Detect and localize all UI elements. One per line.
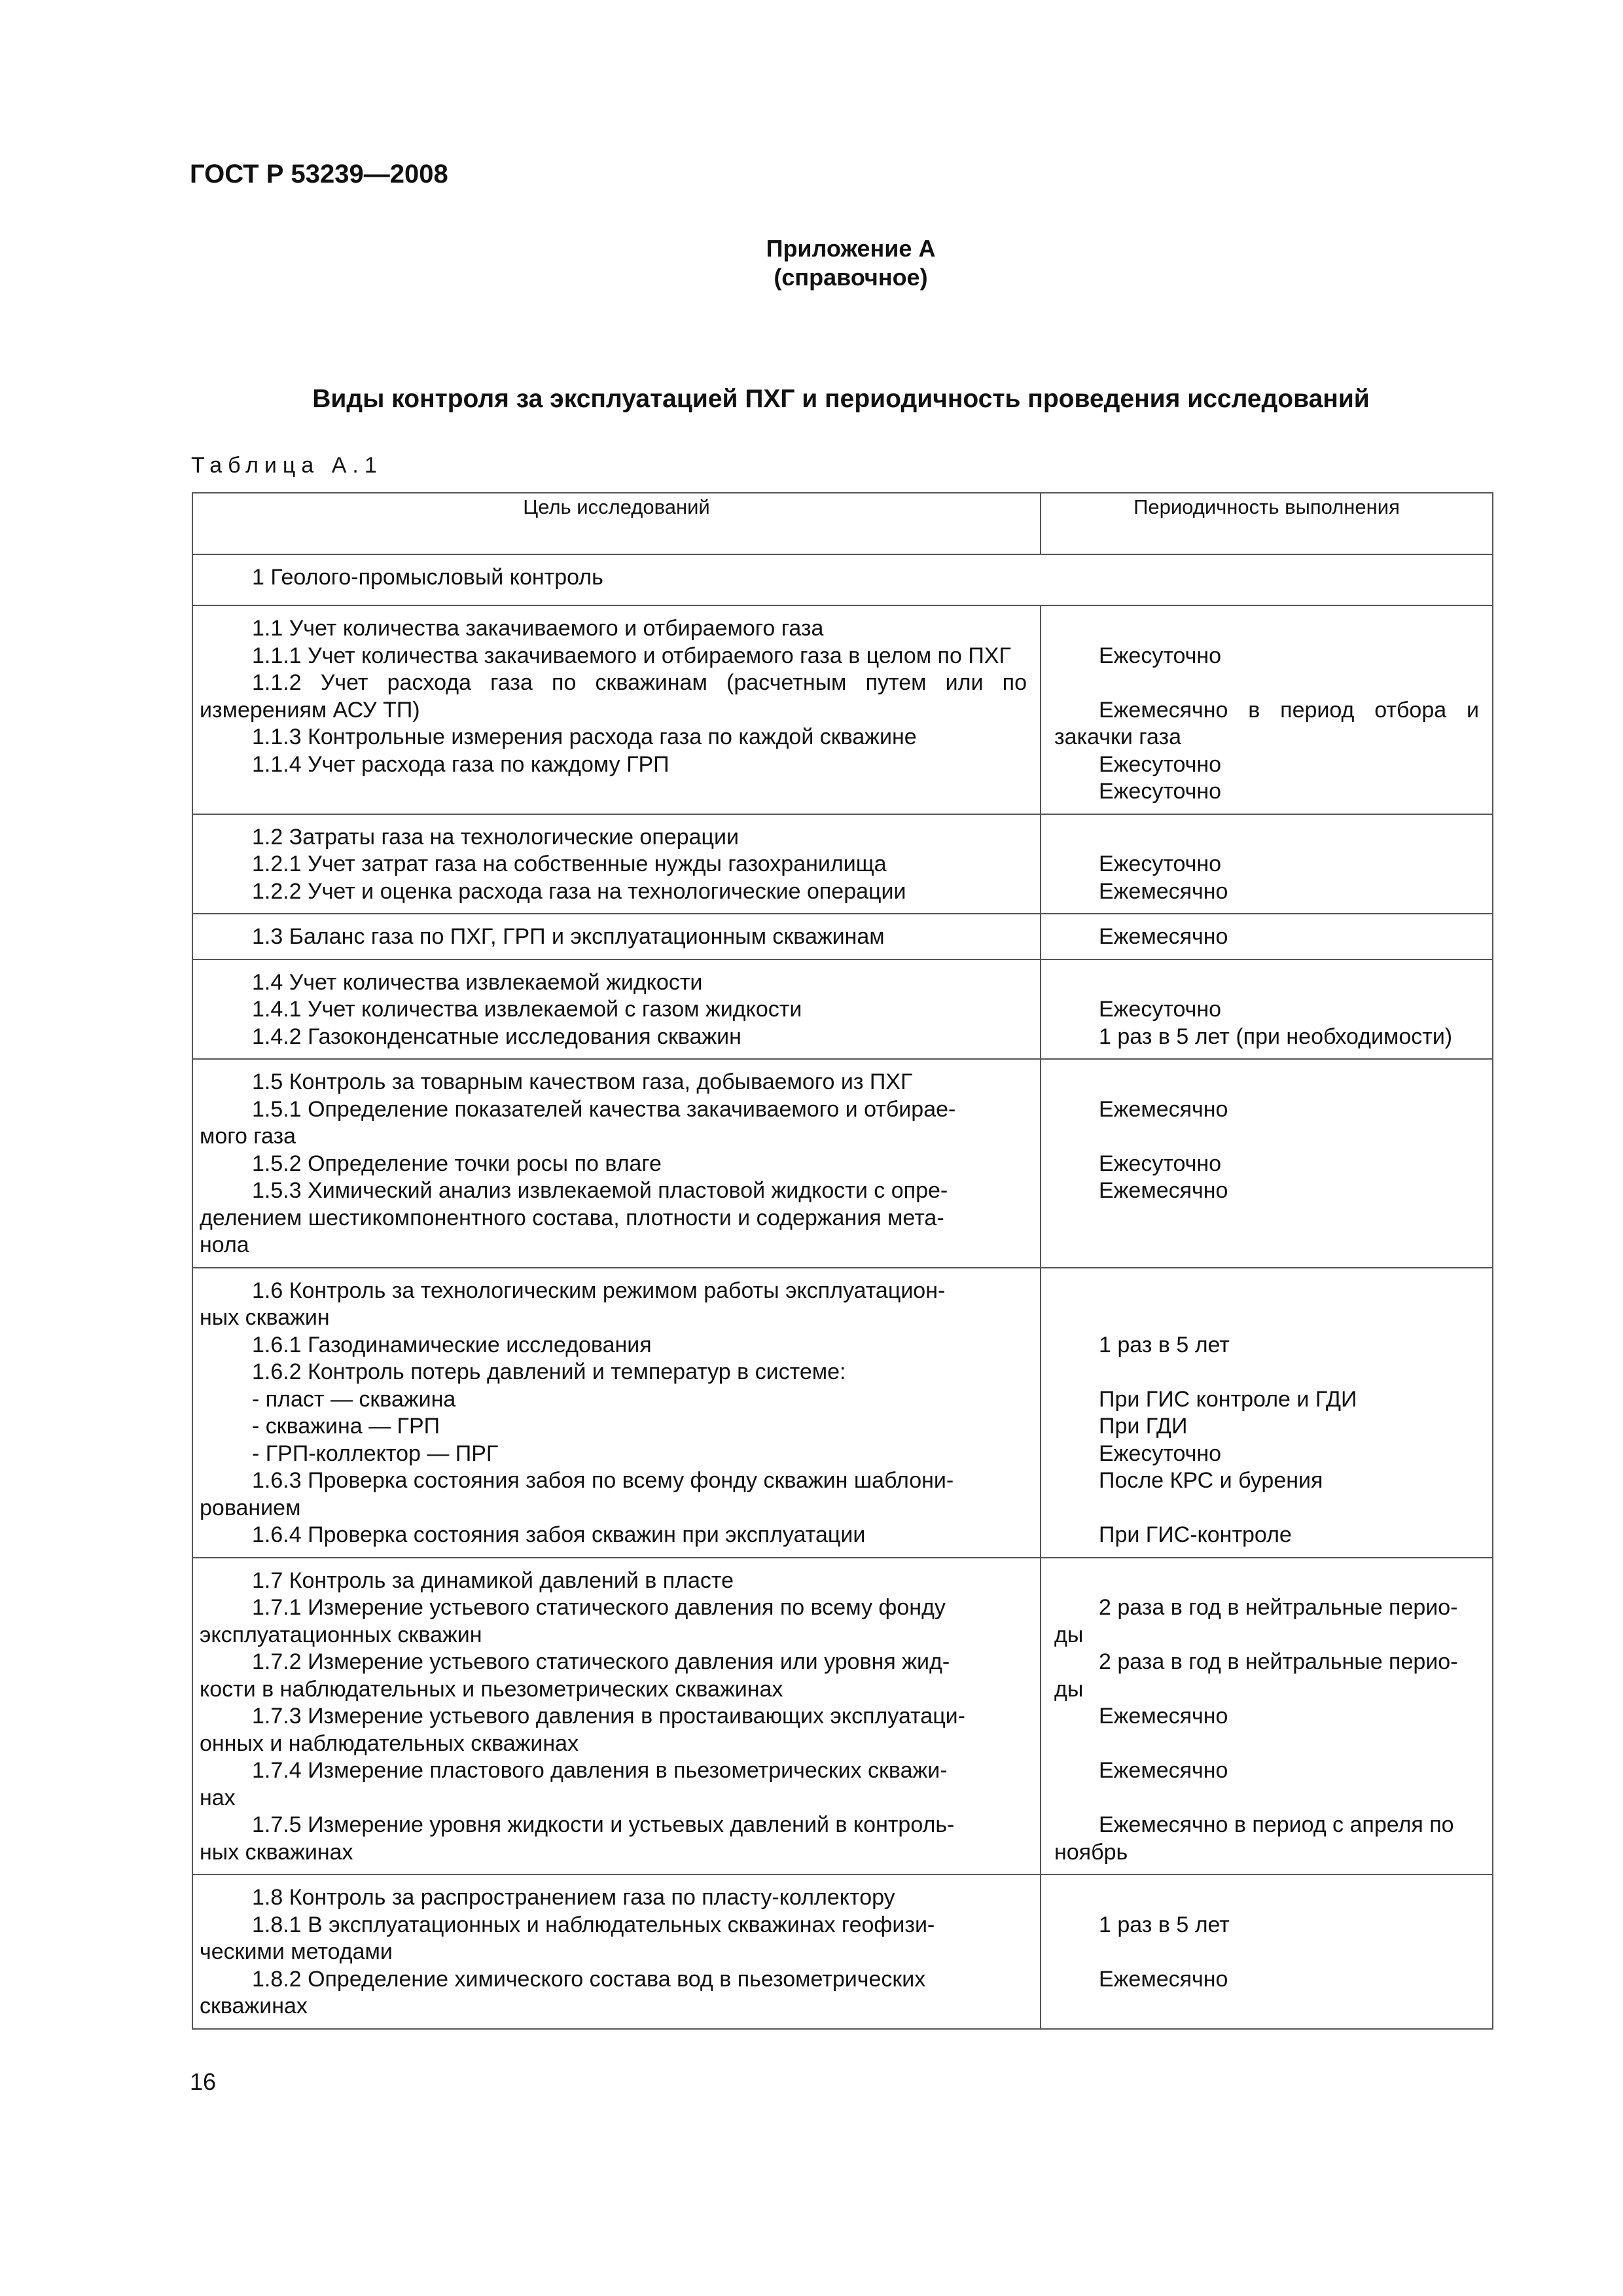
periodicity-value: 1 раз в 5 лет (при необходимости) — [1099, 1024, 1453, 1049]
goal-line: рованием — [200, 1495, 301, 1520]
periodicity-value: Ежемесячно — [1099, 1966, 1228, 1992]
periodicity-value: 1 раз в 5 лет — [1099, 1912, 1230, 1937]
goal-line: 1.2.1 Учет затрат газа на собственные нужды газохранилища — [252, 852, 887, 876]
appendix-title: Приложение А — [766, 235, 936, 262]
table-row — [192, 605, 1493, 814]
page-number: 16 — [190, 2068, 217, 2095]
goal-line: 1.6.1 Газодинамические исследования — [252, 1332, 652, 1357]
periodicity-value: 2 раза в год в нейтральные перио- — [1099, 1595, 1458, 1620]
periodicity-value: ды — [1054, 1676, 1084, 1702]
goal-cell — [192, 605, 1041, 814]
goal-line: 1.3 Баланс газа по ПХГ, ГРП и эксплуатационным скважинам — [252, 924, 885, 949]
table-row — [192, 814, 1493, 914]
goal-line: 1.4 Учет количества извлекаемой жидкости — [252, 969, 703, 995]
table-label: Таблица А.1 — [191, 453, 383, 478]
goal-line: 1.1.2 Учет расхода газа по скважинам (расчетным путем или по измерениям АСУ ТП) — [200, 670, 1027, 723]
goal-line: 1.2.2 Учет и оценка расхода газа на технологические операции — [252, 878, 906, 904]
periodicity-cell — [1041, 1558, 1493, 1875]
periodicity-value: Ежемесячно в период с апреля по — [1099, 1812, 1454, 1837]
goal-line: - пласт — скважина — [252, 1386, 456, 1412]
goal-line: 1.7.4 Измерение пластового давления в пьезометрических скважи- — [252, 1758, 948, 1783]
table-header-row — [192, 493, 1493, 554]
goal-line: нола — [200, 1232, 249, 1257]
periodicity-value: ды — [1054, 1622, 1084, 1647]
periodicity-cell — [1041, 1059, 1493, 1268]
goal-line: 1.2 Затраты газа на технологические операции — [252, 824, 739, 850]
goal-line: 1.8.2 Определение химического состава вод в пьезометрических — [252, 1966, 926, 1992]
goal-line: 1.6.2 Контроль потерь давлений и температур в системе: — [252, 1359, 846, 1384]
table-row — [192, 960, 1493, 1060]
goal-line: делением шестикомпонентного состава, плотности и содержания мета- — [200, 1205, 944, 1230]
periodicity-cell — [1041, 814, 1493, 914]
periodicity-value: При ГИС-контроле — [1099, 1522, 1292, 1547]
goal-line: 1.8.1 В эксплуатационных и наблюдательных скважинах геофизи- — [252, 1912, 935, 1937]
goal-line: мого газа — [200, 1124, 296, 1149]
goal-cell — [192, 960, 1041, 1060]
periodicity-value: Ежесуточно — [1099, 779, 1222, 804]
goal-line: 1.1.3 Контрольные измерения расхода газа по каждой скважине — [252, 725, 917, 749]
table-row — [192, 1059, 1493, 1268]
periodicity-cell — [1041, 1874, 1493, 2029]
goal-line: 1.6.3 Проверка состояния забоя по всему фонду скважин шаблони- — [252, 1468, 954, 1493]
periodicity-value: При ГДИ — [1099, 1414, 1188, 1439]
periodicity-value: Ежесуточно — [1099, 1151, 1222, 1176]
periodicity-value: Ежемесячно — [1099, 878, 1228, 904]
periodicity-value: Ежемесячно — [1099, 1758, 1228, 1783]
goal-line: 1.1.1 Учет количества закачиваемого и отбираемого газа в целом по ПХГ — [252, 643, 1011, 668]
goal-line: кости в наблюдательных и пьезометрических скважинах — [200, 1676, 783, 1702]
goal-line: 1.7.5 Измерение уровня жидкости и устьевых давлений в контроль- — [252, 1812, 955, 1837]
goal-line: 1.5 Контроль за товарным качеством газа, добываемого из ПХГ — [252, 1069, 913, 1094]
appendix-kind: (справочное) — [774, 264, 928, 291]
section-row — [192, 554, 1493, 605]
goal-cell — [192, 814, 1041, 914]
document-code: ГОСТ Р 53239—2008 — [190, 160, 448, 188]
goal-line: эксплуатационных скважин — [200, 1622, 482, 1647]
goal-cell — [192, 1059, 1041, 1268]
periodicity-value: Ежесуточно — [1099, 751, 1222, 777]
periodicity-cell — [1041, 605, 1493, 814]
goal-cell — [192, 1268, 1041, 1558]
goal-line: нах — [200, 1785, 236, 1810]
goal-line: 1.5.2 Определение точки росы по влаге — [252, 1151, 662, 1176]
page-title: Виды контроля за эксплуатацией ПХГ и периодичность проведения исследований — [312, 385, 1370, 413]
periodicity-table — [192, 492, 1493, 2030]
goal-line: 1.1.4 Учет расхода газа по каждому ГРП — [252, 751, 669, 777]
goal-line: ных скважинах — [200, 1839, 353, 1865]
periodicity-cell — [1041, 960, 1493, 1060]
periodicity-value: Ежесуточно — [1099, 643, 1222, 668]
periodicity-value: Ежесуточно — [1099, 997, 1222, 1022]
goal-line: скважинах — [200, 1994, 308, 2018]
goal-line: 1.4.1 Учет количества извлекаемой с газом жидкости — [252, 997, 802, 1022]
goal-line: - скважина — ГРП — [252, 1414, 440, 1439]
goal-line: 1.6.4 Проверка состояния забоя скважин при эксплуатации — [252, 1522, 866, 1547]
periodicity-value: 2 раза в год в нейтральные перио- — [1099, 1649, 1458, 1674]
goal-line: 1.5.3 Химический анализ извлекаемой пластовой жидкости с опре- — [252, 1178, 948, 1203]
periodicity-value: Ежемесячно — [1099, 924, 1228, 949]
goal-line: 1.7.2 Измерение устьевого статического давления или уровня жид- — [252, 1649, 950, 1674]
goal-line: 1.4.2 Газоконденсатные исследования скважин — [252, 1024, 741, 1049]
appendix-heading — [746, 234, 955, 292]
periodicity-value: Ежемесячно — [1099, 1178, 1228, 1203]
header-goal: Цель исследований — [192, 493, 1041, 554]
periodicity-value: При ГИС контроле и ГДИ — [1099, 1386, 1357, 1412]
periodicity-value: Ежемесячно — [1099, 1096, 1228, 1122]
section-title: 1 Геолого-промысловый контроль — [252, 565, 603, 590]
goal-cell — [192, 1874, 1041, 2029]
goal-line: 1.7.1 Измерение устьевого статического давления по всему фонду — [252, 1595, 946, 1620]
goal-cell — [192, 1558, 1041, 1875]
periodicity-value: После КРС и бурения — [1099, 1468, 1323, 1493]
periodicity-value: Ежемесячно — [1099, 1704, 1228, 1729]
table-row — [192, 1874, 1493, 2029]
periodicity-value: Ежесуточно — [1099, 1441, 1222, 1466]
table-row — [192, 1558, 1493, 1875]
goal-line: ных скважин — [200, 1305, 330, 1330]
goal-line: ческими методами — [200, 1939, 393, 1964]
periodicity-value: ноябрь — [1054, 1839, 1128, 1865]
goal-line: онных и наблюдательных скважинах — [200, 1731, 579, 1756]
periodicity-value: Ежесуточно — [1099, 852, 1222, 876]
goal-line: 1.7.3 Измерение устьевого давления в простаивающих эксплуатаци- — [252, 1704, 965, 1729]
goal-line: 1.6 Контроль за технологическим режимом работы эксплуатацион- — [252, 1278, 946, 1303]
periodicity-value: 1 раз в 5 лет — [1099, 1332, 1230, 1357]
header-periodicity: Периодичность выполнения — [1041, 493, 1493, 554]
goal-line: 1.1 Учет количества закачиваемого и отбираемого газа — [252, 616, 824, 641]
table-row — [192, 914, 1493, 960]
goal-line: - ГРП-коллектор — ПРГ — [252, 1441, 499, 1466]
periodicity-value: Ежемесячно в период отбора и закачки газа — [1054, 697, 1479, 749]
periodicity-cell — [1041, 1268, 1493, 1558]
periodicity-cell — [1041, 914, 1493, 960]
goal-line: 1.7 Контроль за динамикой давлений в пласте — [252, 1568, 734, 1593]
goal-line: 1.5.1 Определение показателей качества закачиваемого и отбирае- — [252, 1096, 956, 1122]
table-row — [192, 1268, 1493, 1558]
goal-line: 1.8 Контроль за распространением газа по пласту-коллектору — [252, 1885, 895, 1910]
goal-cell — [192, 914, 1041, 960]
